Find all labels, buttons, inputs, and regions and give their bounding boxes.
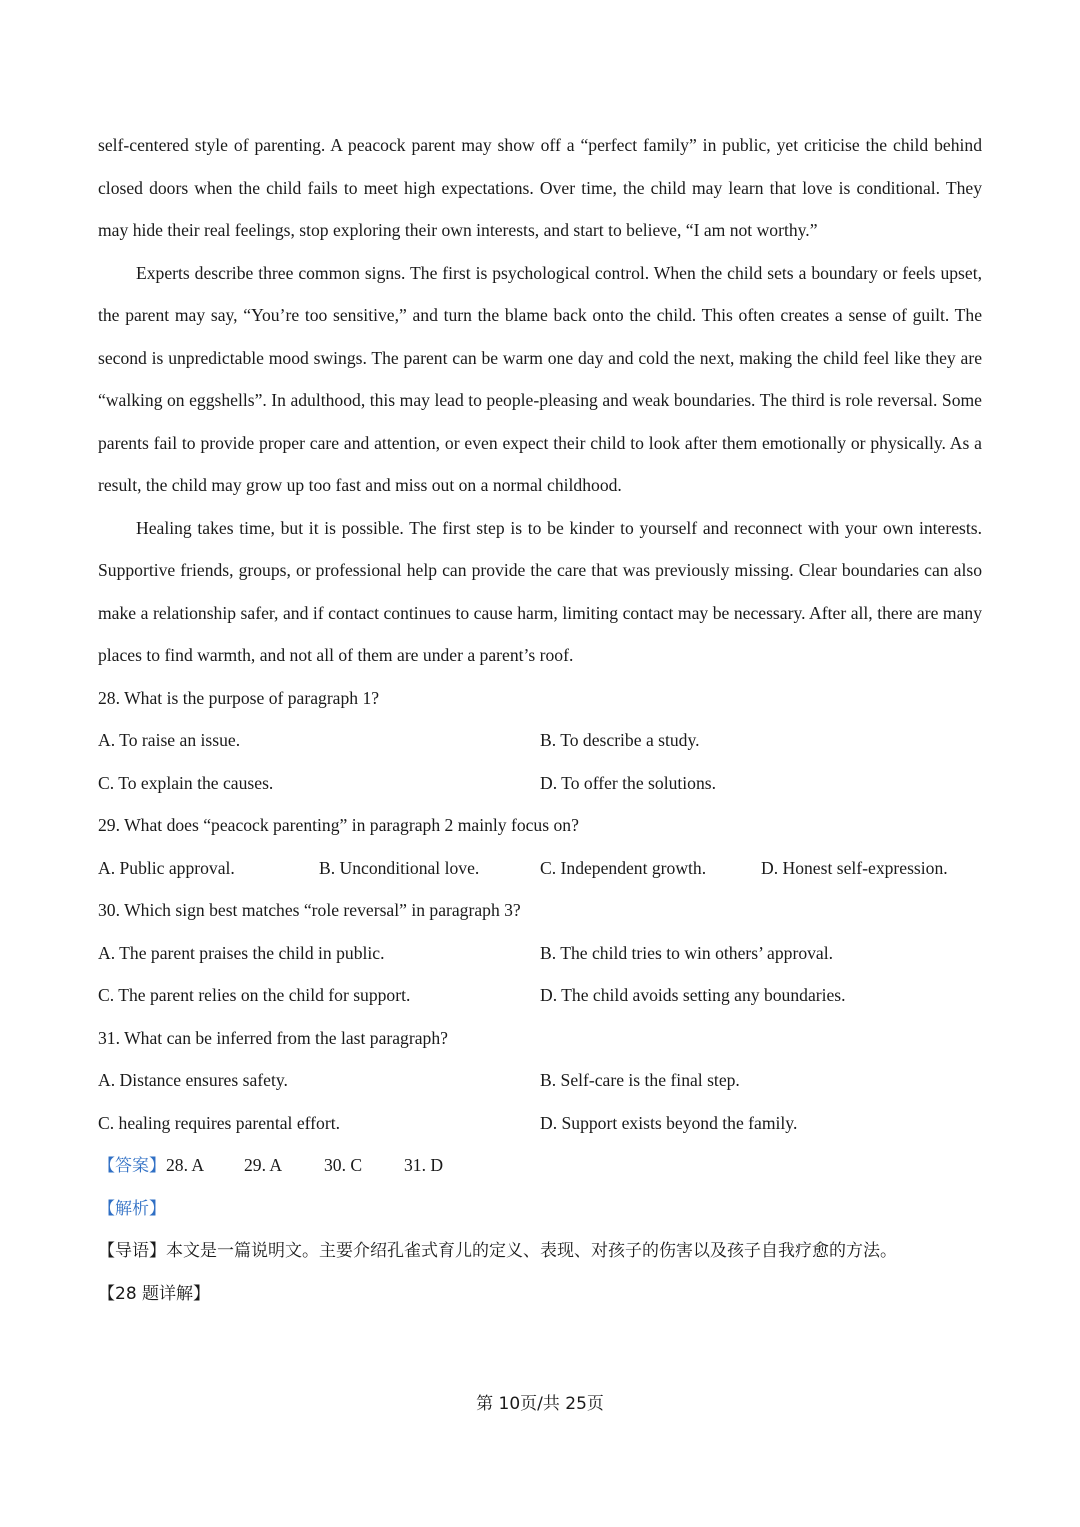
option-d: D. To offer the solutions.: [540, 772, 716, 793]
option-b: B. The child tries to win others’ approval.: [540, 942, 834, 963]
option-a: A. Public approval.: [98, 857, 235, 878]
question-30: [98, 889, 982, 1017]
answer-item: 28. A: [166, 1155, 205, 1175]
option-list: [98, 932, 982, 1017]
option-b: B. To describe a study.: [540, 730, 700, 750]
option-c: C. To explain the causes.: [98, 772, 274, 793]
option-b: B. Unconditional love.: [319, 857, 480, 878]
question-28: [98, 677, 982, 805]
option-list: [98, 719, 982, 804]
option-a: A. To raise an issue.: [98, 730, 241, 750]
option-d: D. The child avoids setting any boundaries.: [540, 985, 846, 1005]
analysis-label: 【解析】: [98, 1198, 166, 1219]
answer-label: 【答案】: [98, 1156, 166, 1176]
option-list: [98, 1059, 982, 1144]
detail-heading: 【28 题详解】: [98, 1283, 211, 1304]
question-stem: 31. What can be inferred from the last paragraph?: [98, 1027, 448, 1048]
passage-paragraph-3: Healing takes time, but it is possible. The first step is to be kinder to yourself and reconnect with your own interests. Supportive friends, groups, or professional help can provide the care that was previously missing. Clear boundaries can also make a relationship safer, and if contact continues to cause harm, limiting contact may be necessary. After all, there are many places to find warmth, and not all of them are under a parent’s roof.: [98, 517, 982, 665]
question-29: [98, 804, 982, 889]
option-b: B. Self-care is the final step.: [540, 1070, 740, 1090]
question-31: [98, 1017, 982, 1145]
option-c: C. healing requires parental effort.: [98, 1112, 340, 1133]
option-d: D. Support exists beyond the family.: [540, 1112, 798, 1133]
option-list: [98, 847, 982, 890]
guide-text: 【导语】本文是一篇说明文。主要介绍孔雀式育儿的定义、表现、对孩子的伤害以及孩子自我疗愈的方法。: [98, 1241, 897, 1261]
option-c: C. The parent relies on the child for support.: [98, 985, 411, 1005]
option-a: A. The parent praises the child in public.: [98, 942, 385, 963]
passage-paragraph-1: self-centered style of parenting. A peacock parent may show off a “perfect family” in public, yet criticise the child behind closed doors when the child fails to meet high expectations. Over time, the child may learn that love is conditional. They may hide their real feelings, stop exploring their own interests, and start to believe, “I am not worthy.”: [98, 135, 982, 240]
answer-item: 29. A: [244, 1155, 283, 1175]
question-stem: 28. What is the purpose of paragraph 1?: [98, 687, 380, 708]
option-d: D. Honest self-expression.: [761, 857, 948, 878]
answer-key: [98, 1144, 982, 1188]
option-a: A. Distance ensures safety.: [98, 1070, 288, 1090]
answer-item: 31. D: [404, 1155, 444, 1175]
option-c: C. Independent growth.: [540, 857, 707, 878]
answer-item: 30. C: [324, 1155, 363, 1175]
question-stem: 30. Which sign best matches “role reversal” in paragraph 3?: [98, 900, 521, 920]
question-stem: 29. What does “peacock parenting” in paragraph 2 mainly focus on?: [98, 815, 579, 835]
passage-paragraph-2: Experts describe three common signs. The first is psychological control. When the child sets a boundary or feels upset, the parent may say, “You’re too sensitive,” and turn the blame back onto the child. This often creates a sense of guilt. The second is unpredictable mood swings. The parent can be warm one day and cold the next, making the child feel like they are “walking on eggshells”. In adulthood, this may lead to people-pleasing and weak boundaries. The third is role reversal. Some parents fail to provide proper care and attention, or even expect their child to look after them emotionally or physically. As a result, the child may grow up too fast and miss out on a normal childhood.: [98, 262, 982, 495]
document-page: [98, 124, 982, 1315]
page-footer: 第 10页/共 25页: [476, 1394, 604, 1414]
